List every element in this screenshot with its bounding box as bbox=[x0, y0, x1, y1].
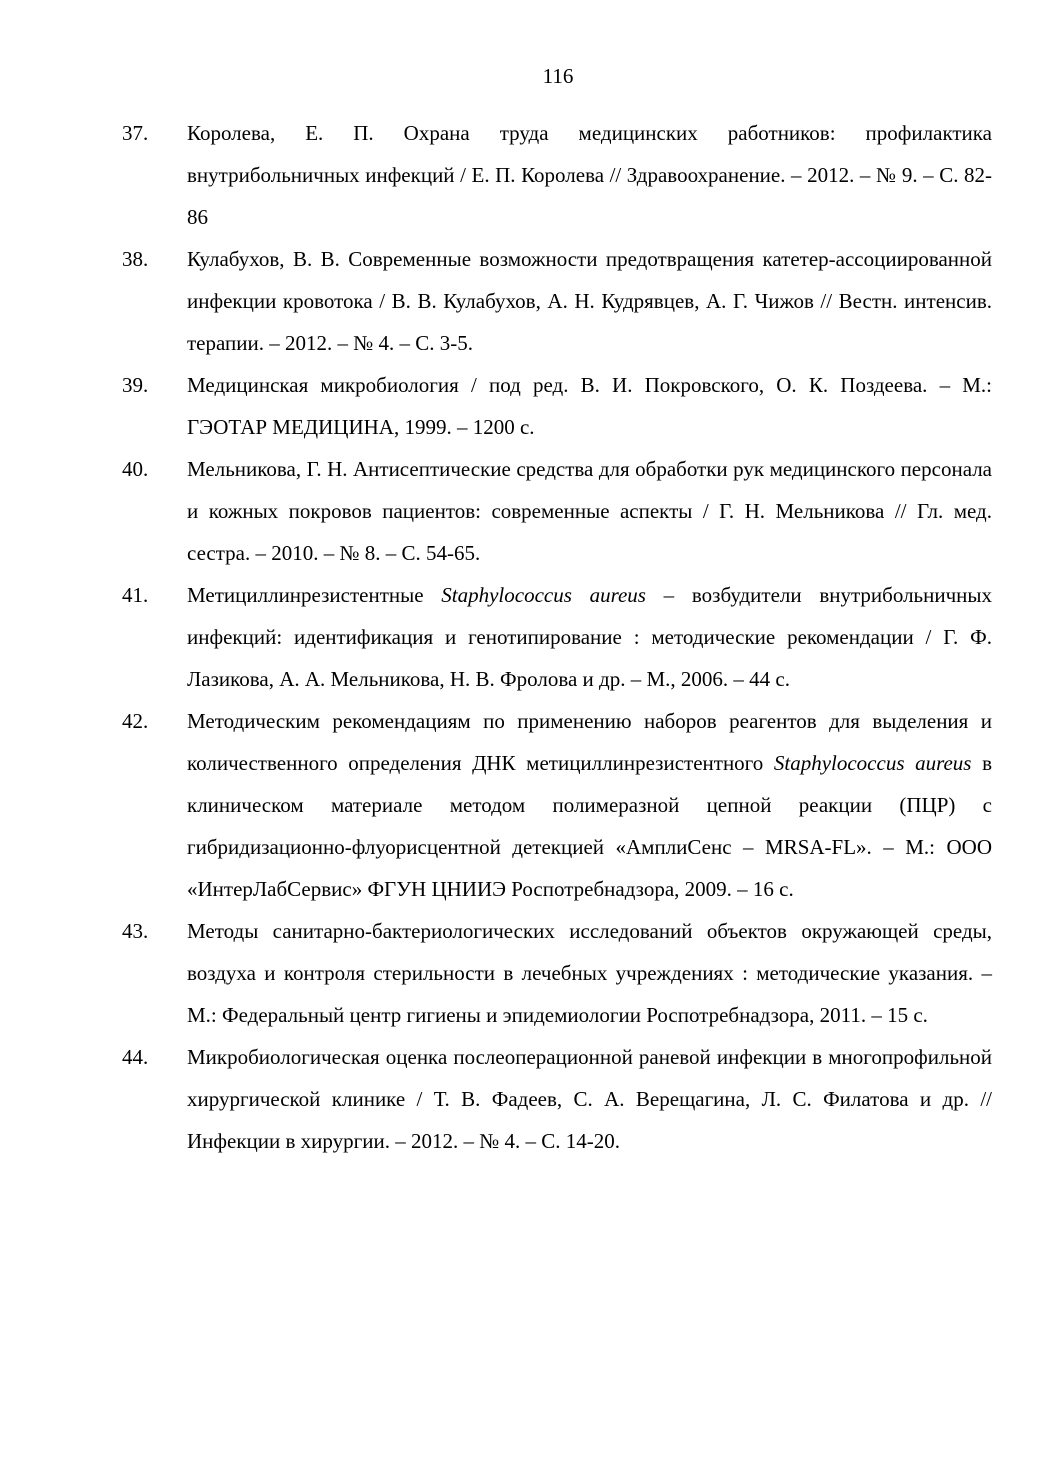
reference-item-43 bbox=[122, 910, 992, 1036]
reference-text-before: Метициллинрезистентные bbox=[187, 583, 442, 607]
reference-number: 37. bbox=[122, 121, 149, 145]
reference-text-after: – возбудители внутрибольничных инфекций: идентификация и генотипирование : методические рекомендации / Г. Ф. Лазикова, А. А. Мельникова, Н. В. Фролова и др. – М., 2006. – 44 с. bbox=[187, 583, 993, 691]
reference-text: Мельникова, Г. Н. Антисептические средства для обработки рук медицинского персонала и кожных покровов пациентов: современные аспекты / Г. Н. Мельникова // Гл. мед. сестра. – 2010. – № 8. – С. 54-65. bbox=[187, 457, 992, 565]
reference-text: Кулабухов, В. В. Современные возможности предотвращения катетер-ассоциированной инфекции кровотока / В. В. Кулабухов, А. Н. Кудрявцев, А. Г. Чижов // Вестн. интенсив. терапии. – 2012. – № 4. – С. 3-5. bbox=[187, 247, 992, 355]
reference-number: 44. bbox=[122, 1045, 149, 1069]
reference-item-39 bbox=[122, 364, 992, 448]
reference-item-44 bbox=[122, 1036, 992, 1162]
reference-number: 40. bbox=[122, 457, 149, 481]
reference-number: 43. bbox=[122, 919, 149, 943]
reference-item-40 bbox=[122, 448, 992, 574]
reference-text: Медицинская микробиология / под ред. В. И. Покровского, О. К. Поздеева. – М.: ГЭОТАР МЕДИЦИНА, 1999. – 1200 с. bbox=[187, 373, 992, 439]
reference-item-38 bbox=[122, 238, 992, 364]
reference-list bbox=[122, 112, 992, 1162]
reference-number: 41. bbox=[122, 583, 149, 607]
reference-text: Микробиологическая оценка послеоперационной раневой инфекции в многопрофильной хирургической клинике / Т. В. Фадеев, С. А. Верещагина, Л. С. Филатова и др. // Инфекции в хирургии. – 2012. – № 4. – С. 14-20. bbox=[187, 1045, 992, 1153]
reference-text-before: Методическим рекомендациям по применению наборов реагентов для выделения и количественного определения ДНК метициллинрезистентного bbox=[187, 709, 992, 775]
reference-number: 38. bbox=[122, 247, 149, 271]
reference-item-41 bbox=[122, 574, 992, 700]
reference-item-42 bbox=[122, 700, 992, 910]
reference-text bbox=[187, 700, 992, 910]
reference-number: 39. bbox=[122, 373, 149, 397]
reference-text: Королева, Е. П. Охрана труда медицинских работников: профилактика внутрибольничных инфекций / Е. П. Королева // Здравоохранение. – 2012. – № 9. – С. 82-86 bbox=[187, 121, 992, 229]
reference-text bbox=[187, 574, 992, 700]
species-name-italic: Staphylococcus aureus bbox=[773, 751, 972, 775]
reference-number: 42. bbox=[122, 709, 149, 733]
reference-text-after: в клиническом материале методом полимеразной цепной реакции (ПЦР) с гибридизационно-флуорисцентной детекцией «АмплиСенс – MRSA-FL». – М.: ООО «ИнтерЛабСервис» ФГУН ЦНИИЭ Роспотребнадзора, 2009. – 16 с. bbox=[187, 751, 992, 901]
page-number: 116 bbox=[542, 64, 574, 88]
reference-item-37 bbox=[122, 112, 992, 238]
species-name-italic: Staphylococcus aureus bbox=[441, 583, 646, 607]
reference-text: Методы санитарно-бактериологических исследований объектов окружающей среды, воздуха и контроля стерильности в лечебных учреждениях : методические указания. – М.: Федеральный центр гигиены и эпидемиологии Роспотребнадзора, 2011. – 15 с. bbox=[187, 919, 992, 1027]
